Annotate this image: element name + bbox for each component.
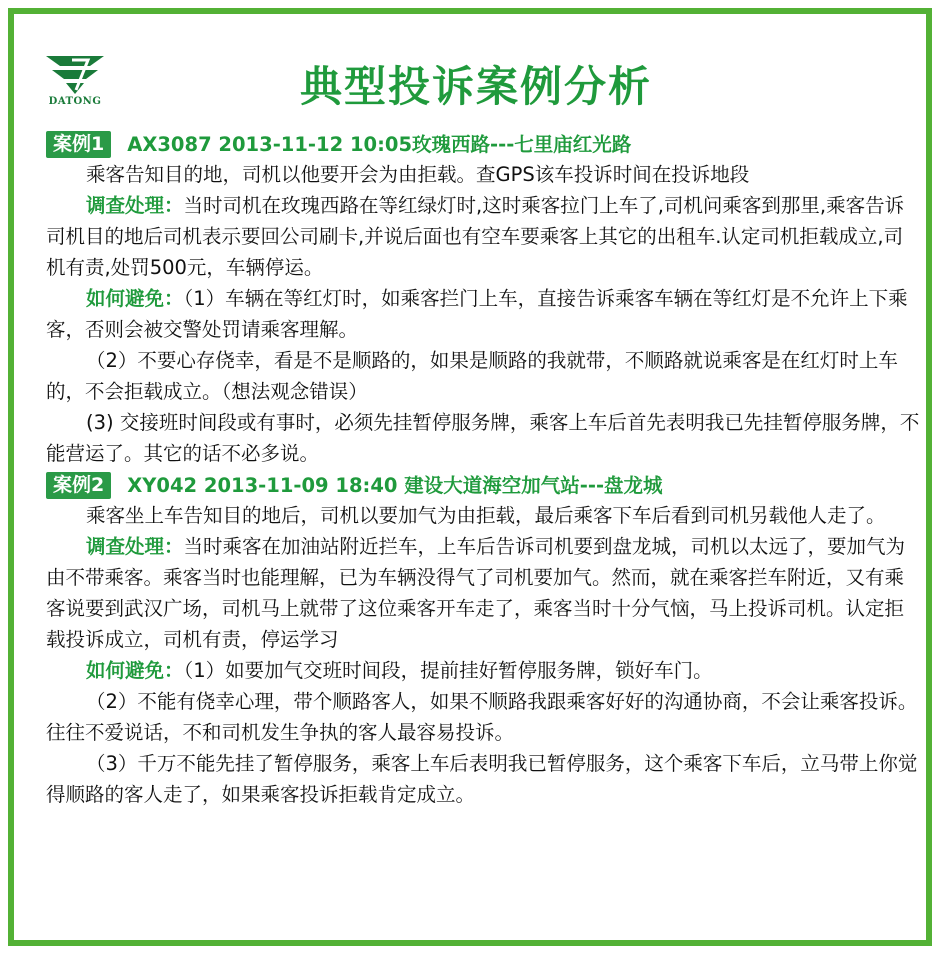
case-2-avoid-label: 如何避免：	[86, 659, 184, 682]
case-1-avoid-3: (3) 交接班时间段或有事时，必须先挂暂停服务牌，乘客上车后首先表明我已先挂暂停服务牌，不能营运了。其它的话不必多说。	[46, 411, 920, 465]
case-2-avoid-1-text: （1）如要加气交班时间段，提前挂好暂停服务牌，锁好车门。	[183, 659, 713, 682]
case-1-avoid-1-text: （1）车辆在等红灯时，如乘客拦门上车，直接告诉乘客车辆在等红灯是不允许上下乘客，否则会被交警处罚请乘客理解。	[46, 287, 908, 341]
case-2-investigation-label: 调查处理：	[86, 535, 184, 558]
content	[46, 128, 922, 810]
case-2-avoid-1	[46, 655, 922, 686]
page-title: 典型投诉案例分析	[299, 62, 652, 111]
case-1-header	[46, 128, 922, 159]
case-1-investigation-text: 当时司机在玫瑰西路在等红绿灯时,这时乘客拉门上车了,司机问乘客到那里,乘客告诉司机目的地后司机表示要回公司刷卡,并说后面也有空车要乘客上其它的出租车.认定司机拒载成立,司机有责,处罚500元，车辆停运。	[46, 194, 905, 279]
case-2-header	[46, 469, 922, 500]
case-1-avoid-2: （2）不要心存侥幸，看是不是顺路的，如果是顺路的我就带，不顺路就说乘客是在红灯时上车的，不会拒载成立。（想法观念错误）	[46, 349, 898, 403]
case-2-investigation	[46, 531, 922, 655]
case-1-investigation-label: 调查处理：	[86, 194, 184, 217]
case-1-badge: 案例1	[46, 131, 111, 158]
case-1-investigation	[46, 190, 922, 283]
case-1-description: 乘客告知目的地，司机以他要开会为由拒载。查GPS该车投诉时间在投诉地段	[86, 163, 750, 186]
logo-text: DATONG	[48, 96, 102, 107]
case-2-avoid-2: （2）不能有侥幸心理，带个顺路客人，如果不顺路我跟乘客好好的沟通协商，不会让乘客投诉。往往不爱说话，不和司机发生争执的客人最容易投诉。	[46, 690, 918, 744]
case-2-description: 乘客坐上车告知目的地后，司机以要加气为由拒载，最后乘客下车后看到司机另载他人走了。	[86, 504, 886, 527]
case-2-title: XY042 2013-11-09 18:40 建设大道海空加气站---盘龙城	[127, 474, 663, 497]
case-1-title: AX3087 2013-11-12 10:05玫瑰西路---七里庙红光路	[127, 133, 632, 156]
poster-frame	[8, 8, 932, 946]
case-2-badge: 案例2	[46, 472, 111, 499]
case-2-avoid-3: （3）千万不能先挂了暂停服务，乘客上车后表明我已暂停服务，这个乘客下车后，立马带上你觉得顺路的客人走了，如果乘客投诉拒载肯定成立。	[46, 752, 918, 806]
case-1-avoid-label: 如何避免：	[86, 287, 184, 310]
case-2-investigation-text: 当时乘客在加油站附近拦车，上车后告诉司机要到盘龙城，司机以太远了，要加气为由不带乘客。乘客当时也能理解，已为车辆没得气了司机要加气。然而，就在乘客拦车附近，又有乘客说要到武汉广场，司机马上就带了这位乘客开车走了，乘客当时十分气恼，马上投诉司机。认定拒载投诉成立，司机有责，停运学习	[46, 535, 906, 651]
case-1-avoid-1	[46, 283, 922, 345]
